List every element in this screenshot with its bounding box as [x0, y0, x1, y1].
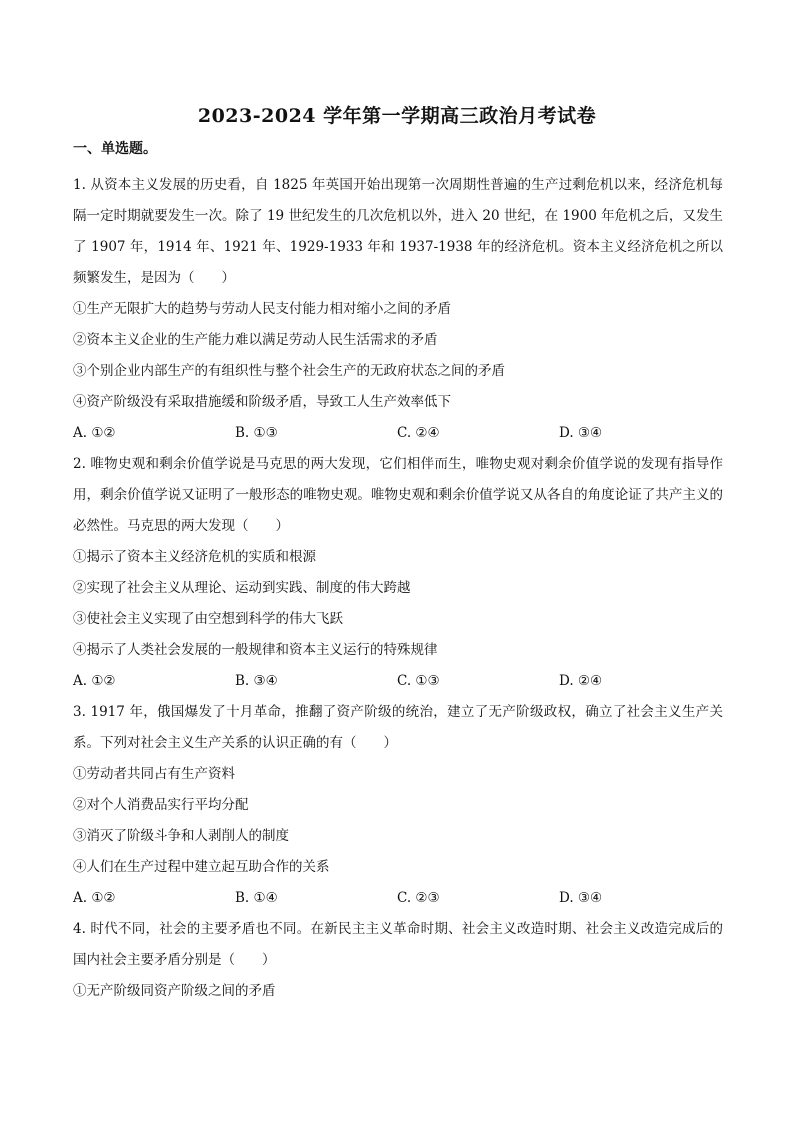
statement-item: ①无产阶级同资产阶级之间的矛盾: [73, 983, 276, 999]
option-d: D. ③④: [559, 425, 603, 441]
option-c: C. ②④: [397, 425, 440, 441]
question-stem: 4. 时代不同，社会的主要矛盾也不同。在新民主主义革命时期、社会主义改造时期、社会主义改造完成后的国内社会主要矛盾分别是（ ）: [73, 921, 723, 968]
question-1: [73, 170, 723, 449]
question-stem: 1. 从资本主义发展的历史看，自 1825 年英国开始出现第一次周期性普遍的生产过剩危机以来，经济危机每隔一定时期就要发生一次。除了 19 世纪发生的几次危机以外，进入 20 世纪，在 1900 年危机之后，又发生了 1907 年，1914 年、1921 年、1929-1933 年和 1937-1938 年的经济危机。资本主义经济危机之所以频繁发生，是因为（ ）: [73, 177, 723, 286]
statement-item: ③使社会主义实现了由空想到科学的伟大飞跃: [73, 611, 343, 627]
question-list: [73, 170, 723, 1007]
answer-options: [73, 666, 723, 697]
statement-item: ①劳动者共同占有生产资料: [73, 766, 235, 782]
question-4: [73, 914, 723, 1007]
statement-item: ①生产无限扩大的趋势与劳动人民支付能力相对缩小之间的矛盾: [73, 301, 451, 317]
answer-options: [73, 418, 723, 449]
statement-item: ②对个人消费品实行平均分配: [73, 797, 249, 813]
option-a: A. ①②: [73, 425, 116, 441]
option-c: C. ②③: [397, 890, 440, 906]
option-c: C. ①③: [397, 673, 440, 689]
statement-item: ④人们在生产过程中建立起互助合作的关系: [73, 859, 330, 875]
statement-item: ③消灭了阶级斗争和人剥削人的制度: [73, 828, 289, 844]
option-a: A. ①②: [73, 673, 116, 689]
section-heading: 一、单选题。: [73, 141, 157, 157]
statement-item: ②资本主义企业的生产能力难以满足劳动人民生活需求的矛盾: [73, 332, 438, 348]
page-title: 2023-2024 学年第一学期高三政治月考试卷: [197, 105, 597, 127]
option-b: B. ①④: [235, 890, 278, 906]
question-stem: 3. 1917 年，俄国爆发了十月革命，推翻了资产阶级的统治，建立了无产阶级政权，确立了社会主义生产关系。下列对社会主义生产关系的认识正确的有（ ）: [73, 704, 723, 751]
statement-item: ④资产阶级没有采取措施缓和阶级矛盾，导致工人生产效率低下: [73, 394, 451, 410]
option-a: A. ①②: [73, 890, 116, 906]
option-b: B. ①③: [235, 425, 278, 441]
option-d: D. ②④: [559, 673, 603, 689]
question-stem: 2. 唯物史观和剩余价值学说是马克思的两大发现，它们相伴而生，唯物史观对剩余价值学说的发现有指导作用，剩余价值学说又证明了一般形态的唯物史观。唯物史观和剩余价值学说又从各自的角度论证了共产主义的必然性。马克思的两大发现（ ）: [73, 456, 723, 534]
option-d: D. ③④: [559, 890, 603, 906]
question-2: [73, 449, 723, 697]
option-b: B. ③④: [235, 673, 278, 689]
statement-item: ②实现了社会主义从理论、运动到实践、制度的伟大跨越: [73, 580, 411, 596]
statement-item: ④揭示了人类社会发展的一般规律和资本主义运行的特殊规律: [73, 642, 438, 658]
question-3: [73, 697, 723, 914]
statement-item: ①揭示了资本主义经济危机的实质和根源: [73, 549, 316, 565]
answer-options: [73, 883, 723, 914]
statement-item: ③个别企业内部生产的有组织性与整个社会生产的无政府状态之间的矛盾: [73, 363, 505, 379]
